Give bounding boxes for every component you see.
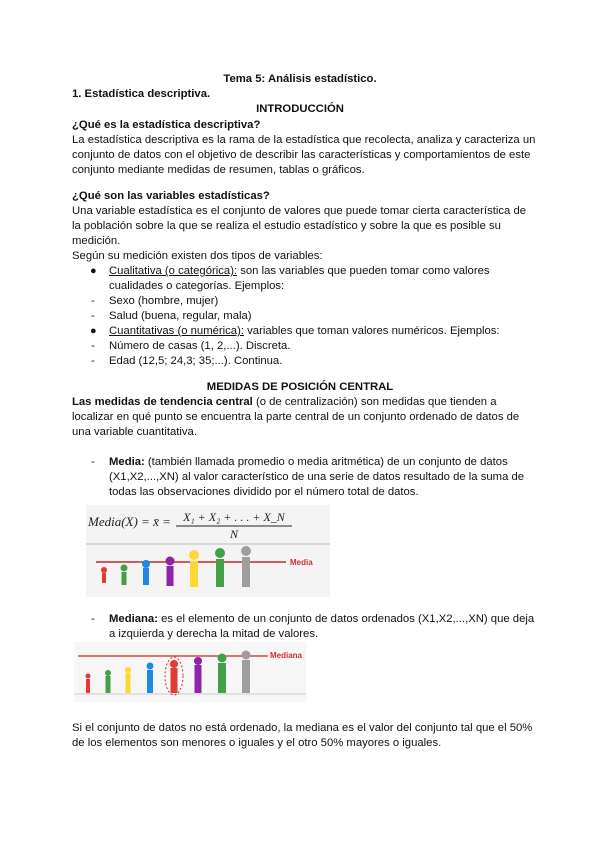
final-line-2: de los elementos son menores o iguales y el otro 50% mayores o iguales. — [72, 737, 442, 749]
person-figure — [121, 565, 128, 586]
media-label: Media — [290, 558, 313, 567]
mediana-illustration — [74, 642, 306, 702]
formula-lhs: Media(X) = x̄ = — [88, 514, 171, 529]
person-figure — [215, 548, 225, 587]
cualitativa-line — [109, 264, 490, 279]
media-illustration — [86, 505, 330, 597]
mediana-desc: es el elemento de un conjunto de datos ordenados (X1,X2,...,XN) que deja — [157, 613, 535, 625]
media-line-2: (X1,X2,...,XN) al valor característico de una serie de datos resultado de la suma de — [109, 471, 525, 483]
cualitativa-desc-2: cualidades o categorías. Ejemplos: — [109, 280, 285, 292]
person-figure — [218, 654, 227, 694]
mediana-line-2: a izquierda y derecha la mitad de valores. — [109, 628, 319, 640]
mediana-label: Mediana — [270, 651, 303, 660]
person-figure — [142, 560, 150, 585]
formula-numerator: X₁ + X₂ + . . . + X_N — [183, 510, 285, 524]
medidas-line-1: localizar en qué punto se encuentra la parte central de un conjunto ordenado de datos de — [72, 411, 520, 423]
dash-bullet: - — [91, 355, 95, 367]
final-line-1: Si el conjunto de datos no está ordenado, la mediana es el valor del conjunto tal que el 50% — [72, 722, 533, 734]
cuan-example-2: Edad (12,5; 24,3; 35;...). Continua. — [109, 355, 283, 367]
cual-example-1: Sexo (hombre, mujer) — [109, 295, 219, 307]
cuantitativa-term: Cuantitativas (o numérica): — [109, 325, 244, 337]
q1-line-1: La estadística descriptiva es la rama de la estadística que recolecta, analiza y caracteriza un — [72, 134, 536, 146]
cuantitativa-line — [109, 324, 500, 339]
media-desc: (también llamada promedio o media aritmética) de un conjunto de datos — [144, 456, 508, 468]
medidas-intro — [72, 395, 497, 410]
bullet-dot: ● — [90, 325, 97, 337]
bullet-dot: ● — [90, 265, 97, 277]
person-figure — [86, 674, 91, 694]
medidas-intro-rest: (o de centralización) son medidas que tienden a — [252, 396, 497, 408]
q2-heading: ¿Qué son las variables estadísticas? — [72, 190, 270, 202]
q2-line-1: Una variable estadística es el conjunto de valores que puede tomar cierta característica de — [72, 205, 527, 217]
media-line-3: todas las observaciones dividido por el número total de datos. — [109, 486, 419, 498]
cualitativa-desc: son las variables que pueden tomar como valores — [237, 265, 490, 277]
dash-bullet: - — [91, 456, 95, 468]
q2-line-4: Según su medición existen dos tipos de variables: — [72, 250, 323, 262]
person-figure — [241, 546, 251, 587]
formula-denominator: N — [229, 527, 239, 541]
q1-line-3: conjunto mediante medidas de resumen, tablas o gráficos. — [72, 164, 365, 176]
mediana-line — [109, 612, 534, 627]
intro-heading: INTRODUCCIÓN — [256, 103, 344, 115]
q1-line-2: conjunto de datos con el objetivo de describir las características y comportamientos de este — [72, 149, 531, 161]
medidas-line-2: una variable cuantitativa. — [72, 426, 197, 438]
media-line — [109, 455, 508, 470]
person-figure — [105, 670, 111, 693]
person-figure — [147, 663, 154, 694]
doc-title: Tema 5: Análisis estadístico. — [223, 73, 377, 85]
mediana-term: Mediana: — [109, 613, 158, 625]
cuantitativa-desc: variables que toman valores numéricos. Ejemplos: — [244, 325, 500, 337]
q1-heading: ¿Qué es la estadística descriptiva? — [72, 119, 261, 131]
person-figure — [166, 557, 175, 587]
person-figure — [189, 550, 199, 587]
dash-bullet: - — [91, 310, 95, 322]
person-figure — [125, 667, 131, 693]
dash-bullet: - — [91, 613, 95, 625]
medidas-heading: MEDIDAS DE POSICIÓN CENTRAL — [206, 381, 394, 393]
medidas-intro-bold: Las medidas de tendencia central — [72, 396, 253, 408]
q2-line-2: la población sobre la que se realiza el estudio estadístico y sobre la que es posible su — [72, 220, 501, 232]
cualitativa-term: Cualitativa (o categórica): — [109, 265, 238, 277]
person-figure — [194, 657, 202, 693]
cuan-example-1: Número de casas (1, 2,...). Discreta. — [109, 340, 291, 352]
dash-bullet: - — [91, 340, 95, 352]
person-figure — [242, 651, 251, 694]
media-term: Media: — [109, 456, 145, 468]
dash-bullet: - — [91, 295, 95, 307]
cual-example-2: Salud (buena, regular, mala) — [109, 310, 252, 322]
q2-line-3: medición. — [72, 235, 121, 247]
section-title: 1. Estadística descriptiva. — [72, 88, 211, 100]
